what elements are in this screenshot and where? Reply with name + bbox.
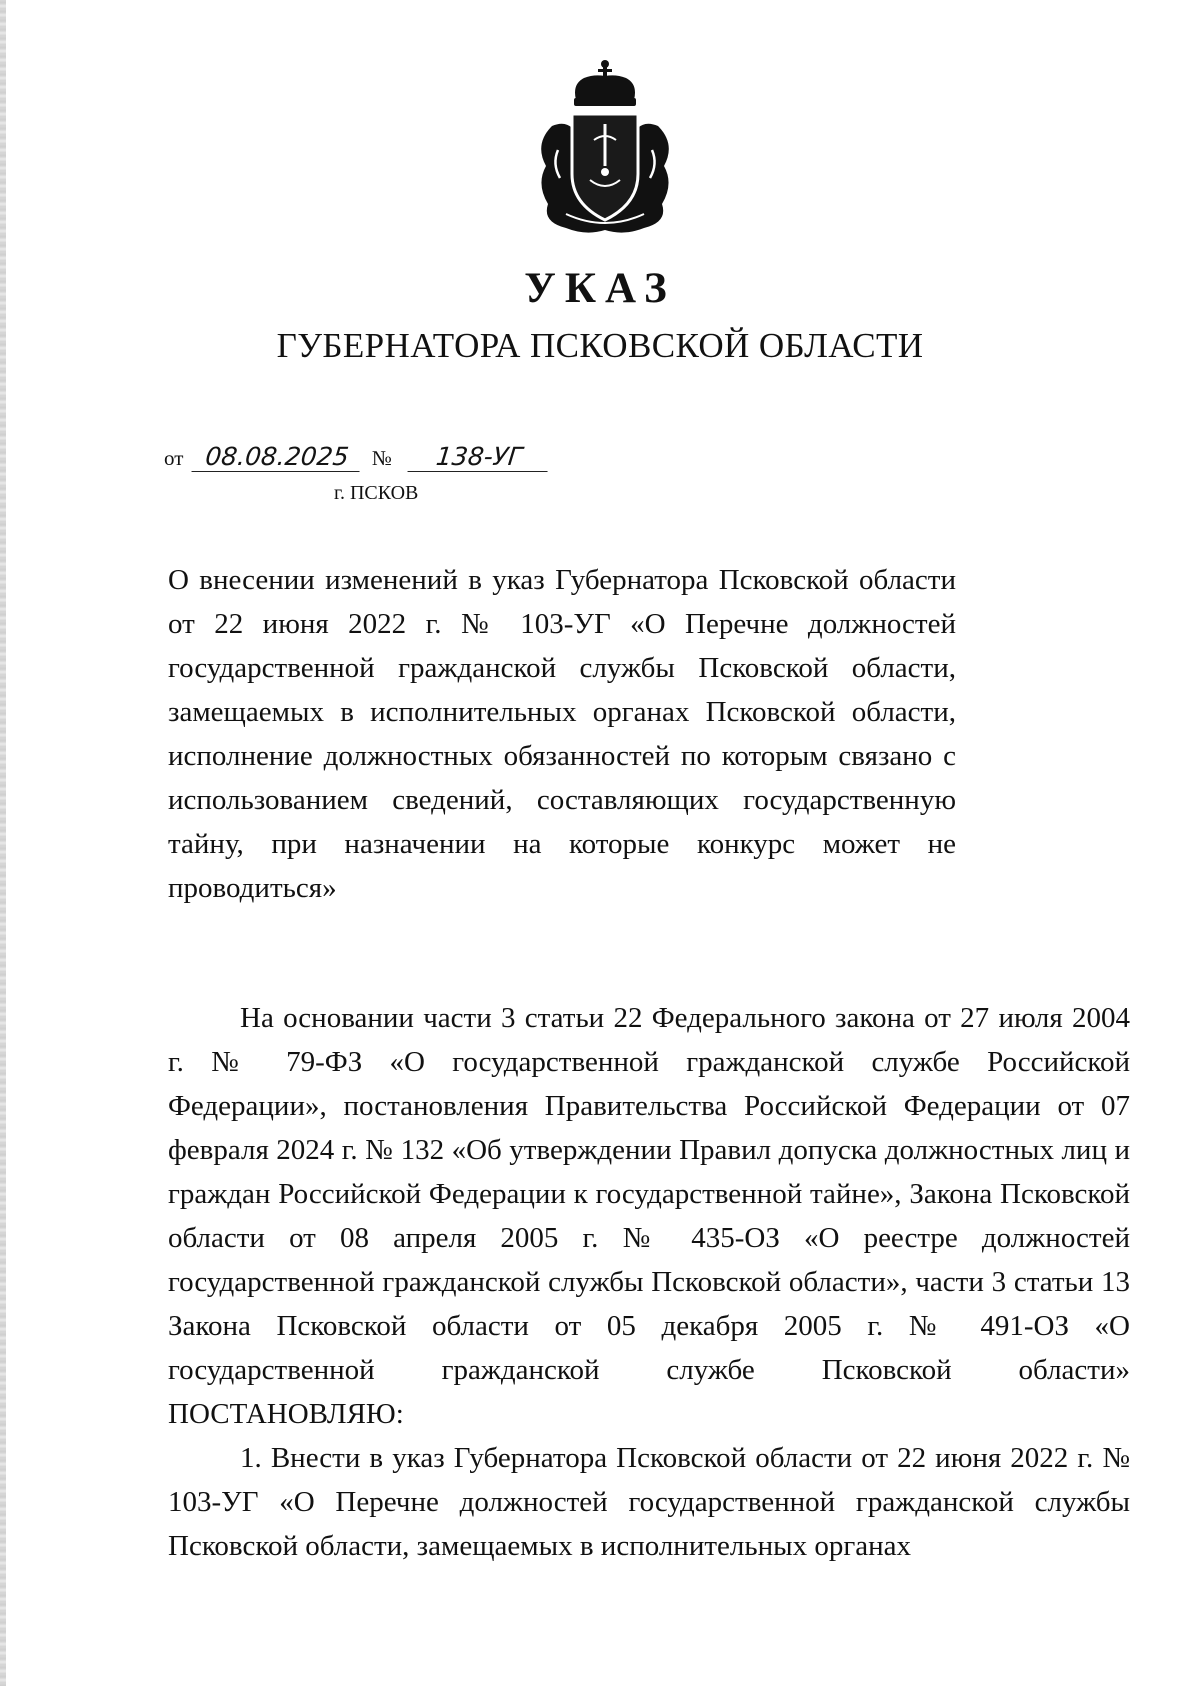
decree-heading: О внесении изменений в указ Губернатора Псковской области от 22 июня 2022 г. № 103-УГ «О Перечне должностей государственной гражданской службы Псковской области, замещаемых в исполнительных органах Псковской области, исполнение должностных обязанностей по которым связано с использованием сведений, составляющих государственную тайну, при назначении на которые конкурс может не проводиться»: [168, 564, 956, 904]
body-paragraph: На основании части 3 статьи 22 Федерального закона от 27 июля 2004 г. № 79-ФЗ «О государственной гражданской службе Российской Федерации», постановления Правительства Российской Федерации от 07 февраля 2024 г. № 132 «Об утверждении Правил допуска должностных лиц и граждан Российской Федерации к государственной тайне», Закона Псковской области от 08 апреля 2005 г. № 435-ОЗ «О реестре должностей государственной гражданской службы Псковской области», части 3 статьи 13 Закона Псковской области от 05 декабря 2005 г. № 491-ОЗ «О государственной гражданской службе Псковской области» ПОСТАНОВЛЯЮ:: [168, 1002, 1130, 1430]
number-field: 138-УГ: [408, 443, 551, 472]
number-label: №: [371, 446, 392, 470]
city-label: г. ПСКОВ: [334, 482, 419, 504]
date-field: 08.08.2025: [191, 443, 362, 472]
body-paragraph: 1. Внести в указ Губернатора Псковской области от 22 июня 2022 г. № 103-УГ «О Перечне должностей государственной гражданской службы Псковской области, замещаемых в исполнительных органах: [168, 1442, 1130, 1562]
date-label: от: [164, 446, 184, 470]
date-number-line: [164, 443, 549, 472]
document-subtitle: ГУБЕРНАТОРА ПСКОВСКОЙ ОБЛАСТИ: [276, 326, 924, 365]
decree-body: [168, 996, 1130, 1568]
scan-edge: [0, 0, 6, 1686]
document-title: УКАЗ: [524, 265, 676, 312]
coat-of-arms-icon: [532, 54, 678, 238]
